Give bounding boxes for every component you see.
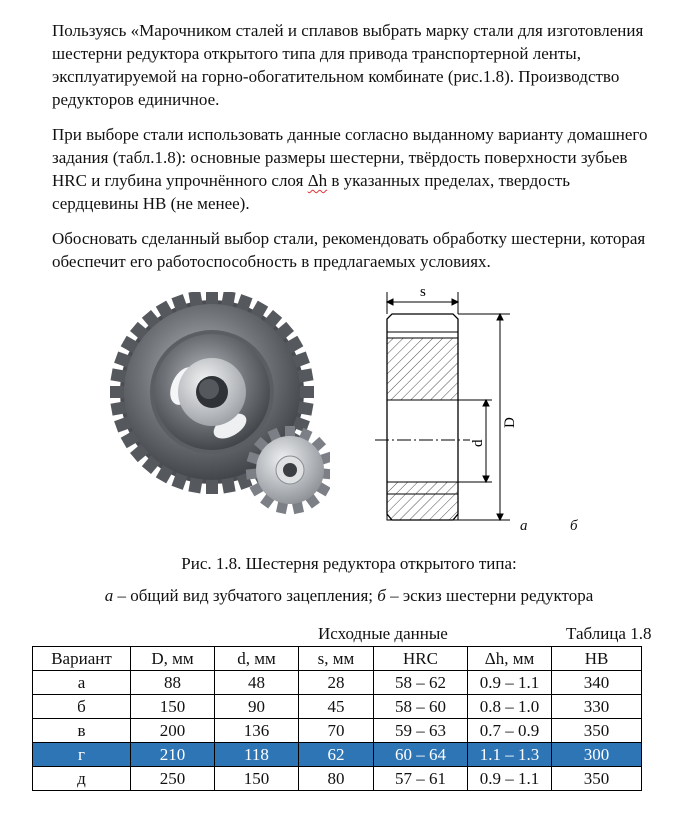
table-cell: 88: [131, 671, 215, 695]
d-label: d: [470, 439, 486, 447]
header-dh: Δh, мм: [468, 647, 552, 671]
table-cell: 58 – 60: [374, 695, 468, 719]
task-paragraph-1: Пользуясь «Марочником сталей и сплавов выбрать марку стали для изготовления шестерни редуктора открытого типа для привода транспортерной ленты, эксплуатируемой на горно-обогатительном комбинате (рис.1.8). Производство редукторов единичное.: [52, 21, 644, 109]
table-row: [33, 767, 642, 791]
table-cell: г: [33, 743, 131, 767]
table-cell: 1.1 – 1.3: [468, 743, 552, 767]
figure-subcaption: [0, 586, 698, 606]
hatch-lower: [387, 482, 458, 520]
sketch-label-b: б: [570, 518, 578, 534]
table-cell: 48: [215, 671, 299, 695]
table-cell: 136: [215, 719, 299, 743]
table-cell: 70: [299, 719, 374, 743]
table-cell: 250: [131, 767, 215, 791]
table-cell: 60 – 64: [374, 743, 468, 767]
caption-b-letter: б: [377, 586, 386, 605]
table-number: Таблица 1.8: [566, 624, 652, 643]
table-cell: 90: [215, 695, 299, 719]
table-cell: 350: [552, 719, 642, 743]
figure-caption: Рис. 1.8. Шестерня редуктора открытого типа:: [181, 554, 517, 573]
variants-table: [32, 646, 642, 791]
table-cell: 80: [299, 767, 374, 791]
table-cell: 0.9 – 1.1: [468, 671, 552, 695]
table-cell: 28: [299, 671, 374, 695]
table-cell: 210: [131, 743, 215, 767]
header-D: D, мм: [131, 647, 215, 671]
caption-a-letter: а: [104, 586, 114, 605]
header-s: s, мм: [299, 647, 374, 671]
table-cell: 150: [131, 695, 215, 719]
header-variant: Вариант: [33, 647, 131, 671]
table-row: [33, 695, 642, 719]
table-row: [33, 671, 642, 695]
table-cell: 330: [552, 695, 642, 719]
table-cell: 350: [552, 767, 642, 791]
header-d: d, мм: [215, 647, 299, 671]
table-cell: 200: [131, 719, 215, 743]
table-cell: 0.7 – 0.9: [468, 719, 552, 743]
caption-b-text: – эскиз шестерни редуктора: [385, 586, 594, 605]
table-cell: 59 – 63: [374, 719, 468, 743]
table-cell: 300: [552, 743, 642, 767]
p2-text-before: При выборе стали использовать данные согласно выданному варианту домашнего задания (табл.1.8): основные размеры шестерни, твёрдость поверхности зубьев HRC и глубина упрочнённого слоя: [52, 125, 648, 190]
p2-text-after: в указанных пределах, твердость сердцевины HB (не менее).: [52, 171, 570, 213]
s-label: s: [420, 284, 426, 300]
table-cell: 57 – 61: [374, 767, 468, 791]
table-cell: б: [33, 695, 131, 719]
D-label: D: [502, 417, 518, 428]
table-cell: 340: [552, 671, 642, 695]
table-cell: 118: [215, 743, 299, 767]
sketch-label-a: а: [520, 518, 528, 534]
delta-h-term: Δh: [307, 171, 328, 190]
table-cell: а: [33, 671, 131, 695]
hatch-upper: [387, 338, 458, 400]
header-hb: HB: [552, 647, 642, 671]
table-cell: 58 – 62: [374, 671, 468, 695]
table-title: Исходные данные: [318, 624, 448, 643]
table-cell: 0.8 – 1.0: [468, 695, 552, 719]
caption-a-text: – общий вид зубчатого зацепления;: [113, 586, 378, 605]
task-paragraph-2: [52, 123, 652, 215]
table-cell: 45: [299, 695, 374, 719]
table-cell: 0.9 – 1.1: [468, 767, 552, 791]
table-cell: д: [33, 767, 131, 791]
table-header-row: [33, 647, 642, 671]
table-cell: в: [33, 719, 131, 743]
gear-sketch: [360, 282, 610, 544]
table-cell: 62: [299, 743, 374, 767]
table-row: [33, 719, 642, 743]
header-hrc: HRC: [374, 647, 468, 671]
table-cell: 150: [215, 767, 299, 791]
task-paragraph-3: Обосновать сделанный выбор стали, рекомендовать обработку шестерни, которая обеспечит его работоспособность в предлагаемых условиях.: [52, 229, 646, 271]
table-row-highlighted: [33, 743, 642, 767]
gear-photo: [100, 292, 330, 520]
